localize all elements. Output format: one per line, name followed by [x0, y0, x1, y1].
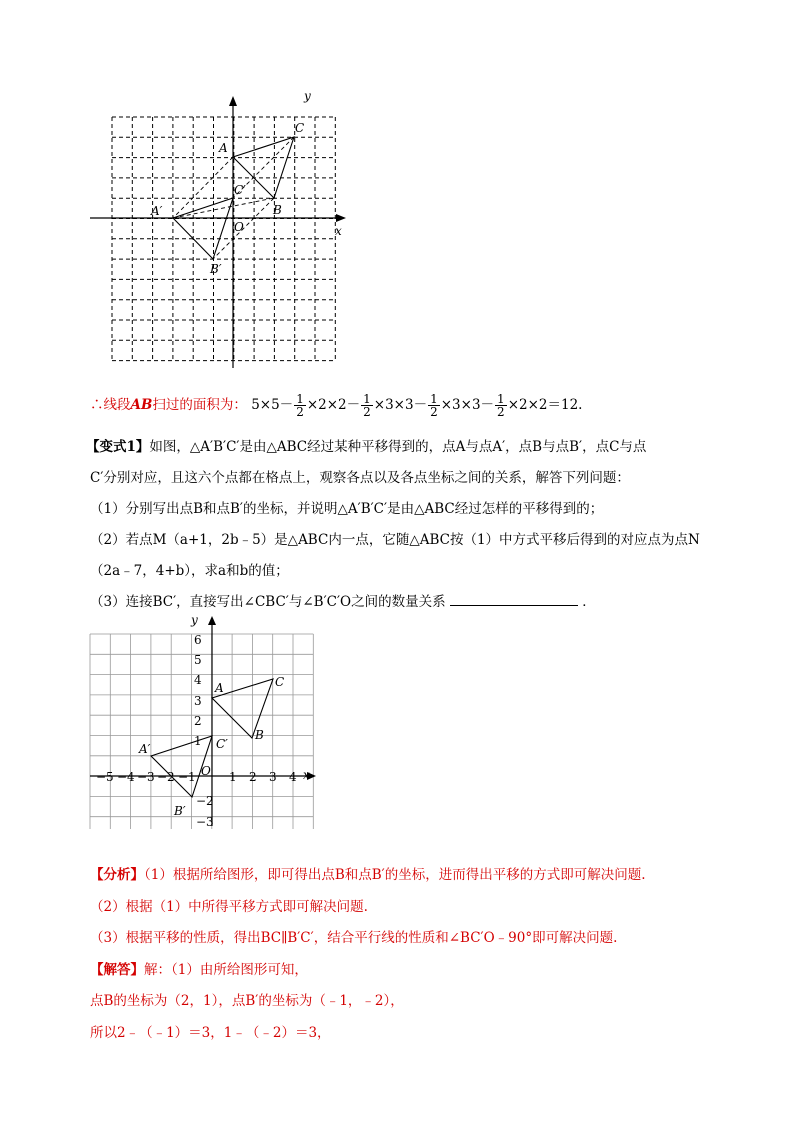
y-tick: 3	[194, 694, 202, 708]
variant-tag: 【变式1】	[86, 439, 150, 455]
area-middle: 扫过的面积为：	[152, 397, 247, 413]
x-tick: −1	[178, 770, 196, 784]
x-tick: 3	[269, 770, 277, 784]
origin-label: O	[234, 220, 244, 234]
y-tick: 2	[194, 714, 202, 728]
dashed-AA1	[173, 157, 233, 218]
x-tick: 1	[229, 770, 237, 784]
y-axis-arrow	[208, 616, 216, 625]
y-tick: −2	[196, 794, 214, 808]
figure-1-grid	[90, 90, 360, 375]
analysis-tag: 【分析】	[90, 867, 144, 883]
fraction-4: $\frac{1}{2}$	[497, 392, 505, 419]
question-2b: （2a﹣7，4+b），求a和b的值；	[90, 563, 289, 579]
analysis-line-1	[90, 866, 646, 884]
fraction-2: $\frac{1}{2}$	[363, 392, 371, 419]
question-3	[90, 593, 596, 611]
expr-term-1: ×2×2－	[306, 397, 361, 413]
x-tick: −5	[96, 770, 114, 784]
y-axis-arrow	[229, 96, 237, 106]
solution-line-2: 点B的坐标为（2，1），点B′的坐标为（﹣1，﹣2），	[90, 993, 404, 1009]
analysis-line-2: （2）根据（1）中所得平移方式即可解决问题.	[90, 899, 368, 915]
y-tick: 5	[194, 653, 202, 667]
x-tick: 4	[289, 770, 297, 784]
label-B1: B′	[174, 804, 186, 818]
label-C: C	[295, 121, 305, 135]
solution-line-3: 所以2﹣（﹣1）＝3，1﹣（﹣2）＝3，	[90, 1025, 331, 1041]
analysis-text-1: （1）根据所给图形，即可得出点B和点B′的坐标，进而得出平移的方式即可解决问题.	[144, 867, 646, 883]
axis-x-label: x	[335, 224, 342, 238]
x-axis-arrow	[336, 214, 346, 222]
question-1: （1）分别写出点B和点B′的坐标，并说明△A′B′C′是由△ABC经过怎样的平移得到的；	[90, 501, 604, 517]
area-prefix: ∴线段	[90, 397, 131, 413]
y-tick: 6	[194, 633, 202, 647]
expr-term-2: ×3×3－	[373, 397, 428, 413]
label-A1: A′	[139, 742, 151, 756]
x-tick: −2	[157, 770, 175, 784]
origin-label: O	[201, 764, 211, 778]
area-ab: AB	[130, 397, 153, 413]
variant-text-1: 如图，△A′B′C′是由△ABC经过某种平移得到的，点A与点A′，点B与点B′，点C与点	[149, 439, 647, 455]
label-C1: C′	[216, 737, 228, 751]
y-tick: 1	[194, 734, 202, 748]
triangle-A1B1C1	[173, 198, 233, 259]
expr-term-4: ×2×2＝12.	[507, 397, 583, 413]
question-2a: （2）若点M（a+1，2b﹣5）是△ABC内一点，它随△ABC按（1）中方式平移后得到的对应点为点N	[90, 532, 700, 548]
label-C1: C′	[234, 183, 246, 197]
analysis-line-3: （3）根据平移的性质，得出BC∥B′C′，结合平行线的性质和∠BC′O﹣90°即可解决问题.	[90, 930, 618, 946]
axis-y-label: y	[191, 614, 198, 627]
variant-line-1	[86, 438, 646, 456]
expr-term-3: ×3×3－	[440, 397, 495, 413]
label-B: B	[255, 728, 264, 742]
label-A: A	[215, 681, 224, 695]
axis-y-label: y	[304, 90, 311, 103]
label-B: B	[273, 203, 282, 217]
y-tick: 4	[194, 673, 202, 687]
figure-2-grid	[88, 614, 323, 829]
y-tick: −3	[196, 815, 214, 829]
fraction-1: $\frac{1}{2}$	[296, 392, 304, 419]
solution-tag: 【解答】	[90, 962, 144, 978]
label-A: A	[219, 141, 228, 155]
expr-head: 5×5－	[251, 397, 294, 413]
axis-x-label: x	[303, 768, 310, 782]
solution-line-1	[90, 961, 308, 979]
x-tick: 2	[249, 770, 257, 784]
x-tick: −4	[117, 770, 135, 784]
area-expression	[251, 392, 583, 419]
solution-text-1: 解：（1）由所给图形可知，	[144, 962, 308, 978]
question-3-end: ．	[582, 594, 596, 610]
label-A1: A′	[151, 204, 163, 218]
x-tick: −3	[137, 770, 155, 784]
variant-line-2: C′分别对应，且这六个点都在格点上，观察各点以及各点坐标之间的关系，解答下列问题：	[90, 470, 630, 486]
question-3-text: （3）连接BC′，直接写出∠CBC′与∠B′C′O之间的数量关系	[90, 594, 446, 610]
answer-blank	[450, 593, 578, 606]
fraction-3: $\frac{1}{2}$	[430, 392, 438, 419]
area-line	[90, 393, 582, 418]
label-C: C	[275, 675, 285, 689]
label-B1: B′	[210, 262, 222, 276]
